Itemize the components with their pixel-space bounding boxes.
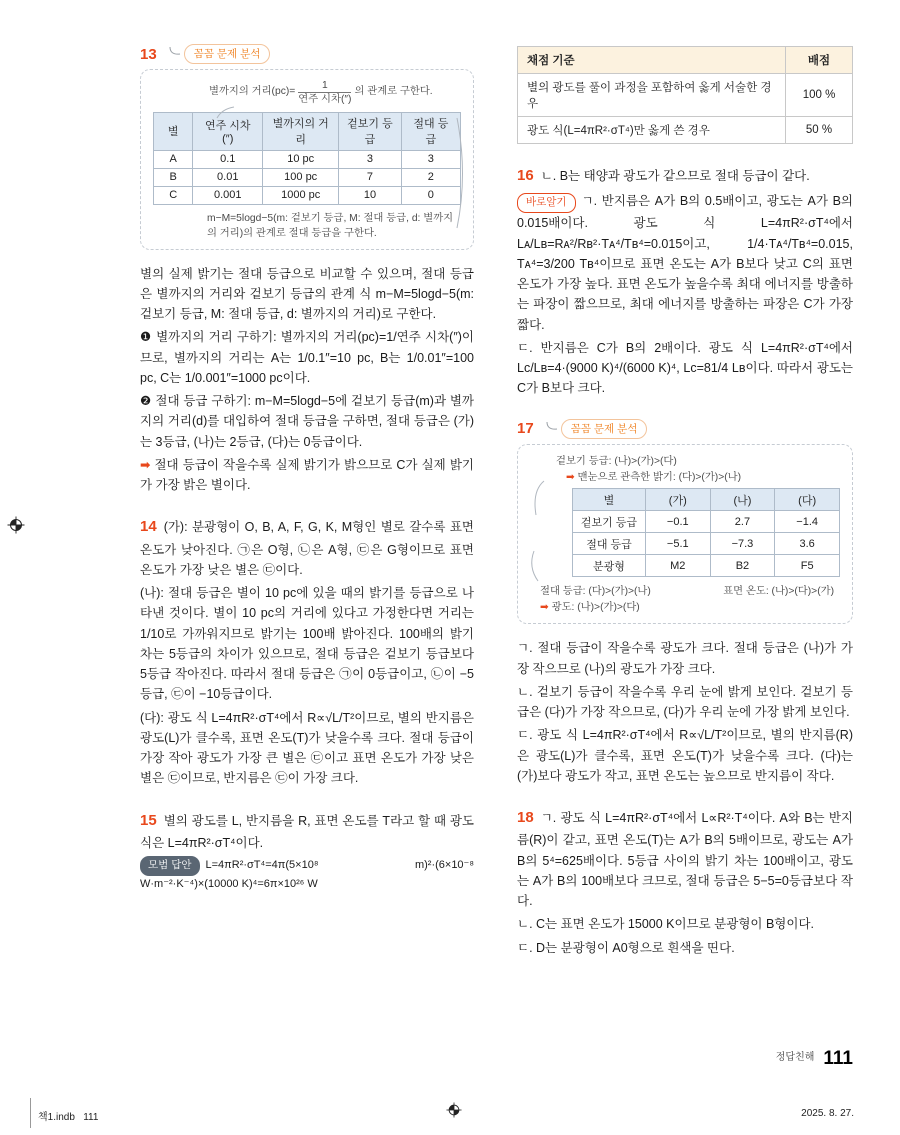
table-row bbox=[573, 533, 840, 555]
table-row bbox=[573, 555, 840, 577]
correction-badge: 바로알기 bbox=[517, 193, 576, 213]
item-number: 14 bbox=[140, 518, 157, 536]
item18-paragraph-n: ㄴ. C는 표면 온도가 15000 K이므로 분광형이 B형이다. bbox=[517, 917, 814, 932]
table-cell: 0 bbox=[401, 186, 460, 204]
col-header: (다) bbox=[775, 489, 840, 511]
table-row bbox=[518, 117, 853, 144]
arrow-icon: ➡ bbox=[540, 602, 549, 614]
row-header-cell: 절대 등급 bbox=[573, 533, 646, 555]
table-row bbox=[518, 74, 853, 117]
item-13-header bbox=[140, 44, 474, 64]
col-header: (나) bbox=[710, 489, 775, 511]
item14-paragraph-ga bbox=[140, 515, 474, 580]
badge-tail-curve bbox=[167, 45, 181, 63]
box17-bottom-notes bbox=[540, 584, 834, 616]
arrow-icon: ➡ bbox=[566, 471, 575, 483]
paragraph-text: ㄱ. 반지름은 A가 B의 0.5배이고, 광도는 A가 B의 0.015배이다. 광도 식 L=4πR²·σT⁴에서 Lᴀ/Lʙ=Rᴀ²/Rʙ²·Tᴀ⁴/Tʙ⁴=0.015이고, 1/4·Tᴀ⁴/Tʙ⁴=0.015, Tᴀ⁴=3/200 Tʙ⁴이므로 표면 온도는 A가 B보다 낮고 C의 표면 온도가 가장 높다. 표면 온도가 높을수록 최대 에너지를 방출하는 파장이 짧으므로, 최대 에너지를 방출하는 파장은 C가 가장 짧다. bbox=[517, 194, 853, 332]
table-cell: 10 bbox=[339, 186, 402, 204]
model-answer-badge: 모범 답안 bbox=[140, 856, 200, 876]
print-file-label: 책1.indb 111 bbox=[38, 1112, 99, 1123]
print-date: 2025. 8. 27. bbox=[801, 1108, 854, 1119]
table-cell: A bbox=[154, 150, 193, 168]
item-17-header bbox=[517, 419, 853, 439]
item-16 bbox=[517, 164, 853, 399]
col-header: 별까지의 거리 bbox=[263, 112, 339, 150]
row-header-cell: 겉보기 등급 bbox=[573, 511, 646, 533]
model-answer-text: L=4πR²·σT⁴=4π(5×10⁸ m)²·(6×10⁻⁸ W·m⁻²·K⁻⁴)×(10000 K)⁴=6π×10²⁶ W bbox=[140, 859, 474, 890]
note-text: 광도: (나)>(가)>(다) bbox=[551, 602, 640, 614]
item15-model-answer bbox=[140, 856, 474, 893]
table-cell: 0.001 bbox=[193, 186, 263, 204]
registration-mark-left bbox=[7, 516, 25, 539]
table-cell: 광도 식(L=4πR²·σT⁴)만 옳게 쓴 경우 bbox=[518, 117, 786, 144]
item-13 bbox=[140, 44, 474, 495]
col-header: 연주 시차(″) bbox=[193, 112, 263, 150]
item-number: 13 bbox=[140, 45, 157, 63]
table-cell: 0.01 bbox=[193, 168, 263, 186]
fraction-denominator: 연주 시차(″) bbox=[298, 94, 352, 106]
col-header: 채점 기준 bbox=[518, 47, 786, 74]
table-cell: −1.4 bbox=[775, 511, 840, 533]
page-footer bbox=[0, 1048, 853, 1070]
badge-tail-curve bbox=[544, 420, 558, 438]
table-cell: 10 pc bbox=[263, 150, 339, 168]
item16-correction-paragraph bbox=[517, 191, 853, 335]
box17-bottom-note-2 bbox=[540, 600, 651, 616]
analysis-badge: 꼼꼼 문제 분석 bbox=[561, 419, 648, 439]
table-cell: 2.7 bbox=[710, 511, 775, 533]
fraction bbox=[298, 79, 351, 107]
table-cell: M2 bbox=[645, 555, 710, 577]
fraction-numerator: 1 bbox=[298, 79, 351, 93]
note-pre: 별까지의 거리(pc)= bbox=[209, 86, 296, 98]
table-header-row bbox=[573, 489, 840, 511]
item-15 bbox=[140, 809, 474, 894]
table-cell: C bbox=[154, 186, 193, 204]
col-header: 절대 등급 bbox=[401, 112, 460, 150]
item16-paragraph-d: ㄷ. 반지름은 C가 B의 2배이다. 광도 식 L=4πR²·σT⁴에서 Lᴄ/Lʙ=4·(9000 K)⁴/(6000 K)⁴, Lᴄ=81/4 Lʙ이다. 따라서 광도는 C가 B보다 크다. bbox=[517, 340, 853, 396]
paragraph-text: ㄴ. B는 태양과 광도가 같으므로 절대 등급이 같다. bbox=[540, 169, 810, 183]
item18-paragraph-d: ㄷ. D는 분광형이 A0형으로 흰색을 띤다. bbox=[517, 940, 735, 955]
item18-paragraph-g bbox=[517, 806, 853, 911]
col-header: (가) bbox=[645, 489, 710, 511]
item13-paragraph: 별의 실제 밝기는 절대 등급으로 비교할 수 있으며, 절대 등급은 별까지의 거리와 겉보기 등급의 관계 식 m−M=5logd−5(m: 겉보기 등급, M: 절대 등급, d: 별까지의 거리)로 구한다. bbox=[140, 266, 474, 322]
arrow-icon: ➡ bbox=[140, 457, 151, 472]
table-header-row bbox=[154, 112, 461, 150]
table-cell: 100 pc bbox=[263, 168, 339, 186]
item-number: 15 bbox=[140, 811, 157, 829]
item14-paragraph-da: (다): 광도 식 L=4πR²·σT⁴에서 R∝√L/T²이므로, 별의 반지름은 광도(L)가 클수록, 표면 온도(T)가 낮을수록 크다. 절대 등급이 가장 작아 광도가 가장 큰 별은 ㉢이고 표면 온도가 가장 낮은 별은 ㉢이므로, 반지름은 ㉢이 가장 크다. bbox=[140, 710, 474, 786]
paragraph-text: 별의 광도를 L, 반지름을 R, 표면 온도를 T라고 할 때 광도 식은 L=4πR²·σT⁴이다. bbox=[140, 813, 474, 850]
item17-paragraph-n: ㄴ. 겉보기 등급이 작을수록 우리 눈에 밝게 보인다. 겉보기 등급은 (다)가 가장 작으므로, (다)가 우리 눈에 가장 밝게 보인다. bbox=[517, 684, 853, 720]
item-number: 17 bbox=[517, 420, 534, 438]
table-cell: 7 bbox=[339, 168, 402, 186]
paragraph-text: (가): 분광형이 O, B, A, F, G, K, M형인 별로 갈수록 표면 온도가 낮아진다. ㉠은 O형, ㉡은 A형, ㉢은 G형이므로 표면 온도가 가장 낮은 별은 ㉢이다. bbox=[140, 520, 474, 577]
item-14 bbox=[140, 515, 474, 788]
right-column bbox=[517, 46, 853, 978]
table-cell: B2 bbox=[710, 555, 775, 577]
table-cell: 3 bbox=[339, 150, 402, 168]
table-cell: 별의 광도를 풀이 과정을 포함하여 옳게 서술한 경우 bbox=[518, 74, 786, 117]
item-number: 16 bbox=[517, 167, 534, 184]
paragraph-text: ㄱ. 광도 식 L=4πR²·σT⁴에서 L∝R²·T⁴이다. A와 B는 반지름(R)이 같고, 표면 온도(T)는 A가 B의 5배이므로, 광도는 A가 B의 5⁴=625배이다. 5등급 사이의 밝기 차는 100배이고, 광도는 A가 B의 100배보다 크므로, 절대 등급은 5−5=0등급보다 작다. bbox=[517, 811, 853, 909]
table-cell: 1000 pc bbox=[263, 186, 339, 204]
connector-curve bbox=[530, 479, 548, 524]
item-17 bbox=[517, 419, 853, 787]
col-header: 배점 bbox=[786, 47, 853, 74]
crop-mark bbox=[30, 1098, 31, 1128]
col-header: 별 bbox=[573, 489, 646, 511]
connector-curve bbox=[526, 549, 544, 588]
table-cell: 2 bbox=[401, 168, 460, 186]
note-post: 의 관계로 구한다. bbox=[354, 86, 433, 98]
item14-paragraph-na: (나): 절대 등급은 별이 10 pc에 있을 때의 밝기를 등급으로 나타낸 것이다. 별이 10 pc의 거리에 있다고 가정한다면 거리는 1/10로 가까워지므로 밝기는 100배 밝아진다. 100배의 밝기 차는 5등급의 차이가 있으므로, 절대 등급은 겉보기 등급보다 5등급 작아진다. 따라서 절대 등급은 ㉠이 0등급이고, ㉡이 −5등급, ㉢이 −10등급이다. bbox=[140, 586, 474, 702]
item16-paragraph-n bbox=[517, 164, 853, 188]
table-cell: −7.3 bbox=[710, 533, 775, 555]
table-cell: 50 % bbox=[786, 117, 853, 144]
conclusion-text: 절대 등급이 작을수록 실제 밝기가 밝으므로 C가 실제 밝기가 가장 밝은 별이다. bbox=[140, 457, 474, 493]
item17-paragraph-d: ㄷ. 광도 식 L=4πR²·σT⁴에서 R∝√L/T²이므로, 별의 반지름(R)은 광도(L)가 클수록, 표면 온도(T)가 낮을수록 크다. (다)는 (가)보다 광도가 작고, 표면 온도는 높으므로 반지름이 작다. bbox=[517, 728, 853, 783]
col-header: 별 bbox=[154, 112, 193, 150]
rubric-table bbox=[517, 46, 853, 144]
box17-top-note-1: 겉보기 등급: (나)>(가)>(다) bbox=[556, 455, 677, 467]
table-cell: 3 bbox=[401, 150, 460, 168]
col-header: 겉보기 등급 bbox=[339, 112, 402, 150]
row-header-cell: 분광형 bbox=[573, 555, 646, 577]
item-number: 18 bbox=[517, 809, 534, 827]
box13-top-note bbox=[209, 79, 461, 107]
item13-conclusion bbox=[140, 455, 474, 496]
grading-rubric bbox=[517, 46, 853, 144]
box17-top-note-2 bbox=[566, 470, 840, 486]
magnitude-table bbox=[572, 488, 840, 577]
star-table bbox=[153, 112, 461, 205]
box13-bottom-note: m−M=5logd−5(m: 겉보기 등급, M: 절대 등급, d: 별까지의 거리)의 관계로 절대 등급을 구한다. bbox=[207, 212, 454, 239]
table-cell: 0.1 bbox=[193, 150, 263, 168]
footer-section-label: 정답친해 bbox=[775, 1052, 815, 1063]
box17-bottom-left bbox=[540, 584, 651, 616]
left-column bbox=[140, 44, 474, 914]
note-text: 맨눈으로 관측한 밝기: (다)>(가)>(나) bbox=[577, 471, 742, 483]
box17-bottom-note-right: 표면 온도: (나)>(다)>(가) bbox=[723, 586, 834, 598]
table-cell: 100 % bbox=[786, 74, 853, 117]
table-cell: 3.6 bbox=[775, 533, 840, 555]
analysis-box-17 bbox=[517, 444, 853, 625]
table-cell: −5.1 bbox=[645, 533, 710, 555]
item-18 bbox=[517, 806, 853, 958]
analysis-badge: 꼼꼼 문제 분석 bbox=[184, 44, 271, 64]
table-header-row bbox=[518, 47, 853, 74]
table-row bbox=[154, 186, 461, 204]
table-cell: B bbox=[154, 168, 193, 186]
registration-mark-center bbox=[446, 1102, 462, 1121]
table-row bbox=[154, 150, 461, 168]
table-row bbox=[154, 168, 461, 186]
table-cell: −0.1 bbox=[645, 511, 710, 533]
box17-bottom-note-1: 절대 등급: (다)>(가)>(나) bbox=[540, 586, 651, 598]
item17-paragraph-g: ㄱ. 절대 등급이 작을수록 광도가 크다. 절대 등급은 (나)가 가장 작으므로 (나)의 광도가 가장 크다. bbox=[517, 641, 853, 676]
item15-paragraph bbox=[140, 809, 474, 854]
analysis-box-13 bbox=[140, 69, 474, 250]
print-strip bbox=[0, 1096, 900, 1135]
item13-step-1: ❶ 별까지의 거리 구하기: 별까지의 거리(pc)=1/연주 시차(″)이므로, 별까지의 거리는 A는 1/0.1″=10 pc, B는 1/0.01″=100 pc, C는 1/0.001″=1000 pc이다. bbox=[140, 330, 474, 385]
item13-step-2: ❷ 절대 등급 구하기: m−M=5logd−5에 겉보기 등급(m)과 별까지의 거리(d)를 대입하여 절대 등급을 구하면, 절대 등급은 (가)는 3등급, (나)는 2등급, (다)는 0등급이다. bbox=[140, 394, 474, 449]
page-number: 111 bbox=[823, 1048, 853, 1069]
table-row bbox=[573, 511, 840, 533]
table-cell: F5 bbox=[775, 555, 840, 577]
